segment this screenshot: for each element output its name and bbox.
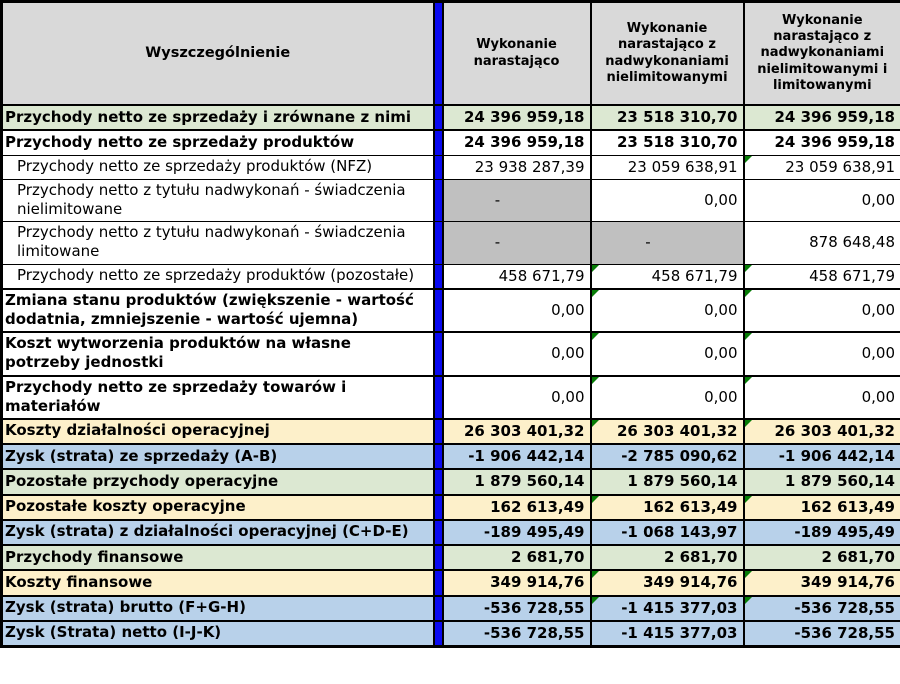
- formula-corner-marker-icon: [592, 420, 599, 427]
- value-text: 1 879 560,14: [784, 472, 895, 491]
- value-cell: [443, 419, 591, 444]
- value-text: -536 728,55: [483, 623, 585, 642]
- row-label: [2, 105, 434, 130]
- value-text: -: [645, 233, 651, 252]
- table-row: [2, 105, 900, 130]
- value-text: 349 914,76: [490, 573, 585, 592]
- value-cell: [443, 376, 591, 419]
- formula-corner-marker-icon: [592, 265, 599, 272]
- page-break-separator: [434, 130, 443, 155]
- row-label: [2, 222, 434, 264]
- value-text: 878 648,48: [809, 233, 895, 252]
- row-label: [2, 264, 434, 289]
- value-text: 458 671,79: [809, 266, 895, 285]
- value-cell: [744, 105, 900, 130]
- value-cell: [591, 376, 744, 419]
- formula-corner-marker-icon: [592, 496, 599, 503]
- value-cell: [591, 130, 744, 155]
- value-cell: [591, 444, 744, 469]
- row-label-text: Przychody netto ze sprzedaży produktów (NFZ): [17, 157, 373, 176]
- page-break-separator: [434, 621, 443, 647]
- value-cell: [591, 469, 744, 494]
- page-break-separator: [434, 570, 443, 595]
- column-header-cumulative-execution: Wykonanie narastająco: [443, 2, 591, 106]
- row-label: [2, 621, 434, 647]
- value-cell: [591, 419, 744, 444]
- value-text: -536 728,55: [794, 623, 895, 642]
- page-break-separator: [434, 376, 443, 419]
- value-text: -1 415 377,03: [621, 598, 738, 617]
- value-cell: [443, 155, 591, 179]
- value-cell: [744, 621, 900, 647]
- value-text: 349 914,76: [643, 573, 738, 592]
- value-cell: [443, 222, 591, 264]
- row-label: [2, 570, 434, 595]
- formula-corner-marker-icon: [592, 597, 599, 604]
- value-text: -1 068 143,97: [621, 522, 738, 541]
- header-row: [2, 2, 900, 106]
- value-cell: [591, 289, 744, 332]
- row-label-text: Pozostałe koszty operacyjne: [5, 497, 246, 516]
- value-text: 1 879 560,14: [474, 472, 585, 491]
- value-cell: [744, 376, 900, 419]
- formula-corner-marker-icon: [592, 333, 599, 340]
- value-cell: [744, 222, 900, 264]
- value-text: 23 518 310,70: [616, 133, 738, 152]
- column-header-with-unlimited-and-limited-overruns: Wykonanie narastająco z nadwykonaniami nielimitowanymi i limitowanymi: [744, 2, 900, 106]
- value-cell: [744, 570, 900, 595]
- row-label-text: Zysk (strata) brutto (F+G-H): [5, 598, 246, 617]
- value-cell: [443, 332, 591, 375]
- value-text: -1 906 442,14: [778, 447, 895, 466]
- table-row: [2, 179, 900, 221]
- value-cell: [591, 105, 744, 130]
- value-cell: [744, 130, 900, 155]
- value-text: 458 671,79: [498, 266, 585, 285]
- value-text: -: [494, 233, 501, 252]
- value-cell: [443, 130, 591, 155]
- value-text: 0,00: [551, 300, 585, 319]
- table-row: [2, 419, 900, 444]
- value-cell: [744, 289, 900, 332]
- value-text: 2 681,70: [821, 548, 895, 567]
- value-cell: [591, 621, 744, 647]
- value-text: -1 906 442,14: [468, 447, 585, 466]
- row-label-text: Przychody netto z tytułu nadwykonań - świadczenia nielimitowane: [17, 180, 406, 218]
- value-text: -1 415 377,03: [621, 623, 738, 642]
- page-break-separator: [434, 444, 443, 469]
- page-break-separator: [434, 105, 443, 130]
- page-break-separator: [434, 495, 443, 520]
- table-header: [2, 2, 900, 106]
- value-text: 0,00: [861, 300, 895, 319]
- column-header-specification: Wyszczególnienie: [2, 2, 434, 106]
- value-cell: [443, 520, 591, 545]
- value-cell: [591, 179, 744, 221]
- value-text: 23 059 638,91: [785, 157, 895, 176]
- table-row: [2, 469, 900, 494]
- row-label-text: Przychody netto ze sprzedaży produktów (pozostałe): [17, 266, 415, 285]
- table-row: [2, 264, 900, 289]
- table-row: [2, 130, 900, 155]
- table-row: [2, 495, 900, 520]
- page-break-separator: [434, 222, 443, 264]
- value-text: 0,00: [551, 387, 585, 406]
- value-text: -: [494, 190, 501, 209]
- row-label: [2, 376, 434, 419]
- row-label-text: Przychody netto ze sprzedaży towarów i materiałów: [5, 377, 347, 415]
- value-cell: [591, 155, 744, 179]
- formula-corner-marker-icon: [745, 265, 752, 272]
- value-text: 26 303 401,32: [774, 421, 895, 440]
- value-text: 1 879 560,14: [627, 472, 738, 491]
- row-label-text: Pozostałe przychody operacyjne: [5, 471, 279, 490]
- value-cell: [443, 570, 591, 595]
- page-break-separator: [434, 332, 443, 375]
- formula-corner-marker-icon: [592, 571, 599, 578]
- row-label: [2, 545, 434, 570]
- value-text: -536 728,55: [483, 598, 585, 617]
- table-body: [2, 105, 900, 647]
- value-text: 0,00: [861, 387, 895, 406]
- value-cell: [443, 545, 591, 570]
- value-text: 23 059 638,91: [627, 157, 738, 176]
- value-text: 24 396 959,18: [463, 133, 585, 152]
- value-cell: [591, 495, 744, 520]
- value-cell: [443, 596, 591, 621]
- page-break-separator: [434, 520, 443, 545]
- value-cell: [744, 332, 900, 375]
- value-text: 26 303 401,32: [616, 421, 738, 440]
- table-row: [2, 376, 900, 419]
- formula-corner-marker-icon: [745, 597, 752, 604]
- value-cell: [744, 520, 900, 545]
- value-text: -2 785 090,62: [621, 447, 738, 466]
- row-label-text: Zmiana stanu produktów (zwiększenie - wartość dodatnia, zmniejszenie - wartość ujemna): [5, 290, 414, 328]
- row-label-text: Przychody netto ze sprzedaży i zrównane z nimi: [5, 107, 411, 126]
- value-cell: [443, 495, 591, 520]
- page-break-separator: [434, 264, 443, 289]
- page-break-separator: [434, 179, 443, 221]
- row-label-text: Koszty finansowe: [5, 572, 153, 591]
- value-cell: [591, 264, 744, 289]
- value-text: 162 613,49: [643, 497, 738, 516]
- value-cell: [744, 264, 900, 289]
- value-text: 162 613,49: [800, 497, 895, 516]
- value-cell: [744, 545, 900, 570]
- table-row: [2, 332, 900, 375]
- row-label: [2, 520, 434, 545]
- formula-corner-marker-icon: [745, 571, 752, 578]
- table-row: [2, 444, 900, 469]
- value-text: 0,00: [704, 387, 738, 406]
- value-cell: [744, 419, 900, 444]
- formula-corner-marker-icon: [745, 377, 752, 384]
- value-cell: [744, 444, 900, 469]
- page-break-separator: [434, 545, 443, 570]
- value-text: 26 303 401,32: [463, 421, 585, 440]
- value-cell: [443, 289, 591, 332]
- value-text: 349 914,76: [800, 573, 895, 592]
- formula-corner-marker-icon: [745, 333, 752, 340]
- page-break-separator: [434, 2, 443, 106]
- row-label-text: Zysk (strata) ze sprzedaży (A-B): [5, 446, 278, 465]
- row-label: [2, 419, 434, 444]
- value-cell: [744, 155, 900, 179]
- value-cell: [591, 222, 744, 264]
- table-row: [2, 570, 900, 595]
- value-text: 0,00: [861, 344, 895, 363]
- value-text: 0,00: [704, 300, 738, 319]
- value-text: 458 671,79: [651, 266, 738, 285]
- value-text: 2 681,70: [663, 548, 738, 567]
- value-text: 23 938 287,39: [474, 157, 585, 176]
- row-label-text: Przychody netto ze sprzedaży produktów: [5, 132, 355, 151]
- table-row: [2, 289, 900, 332]
- formula-corner-marker-icon: [745, 290, 752, 297]
- value-cell: [443, 621, 591, 647]
- value-text: 0,00: [861, 190, 895, 209]
- value-text: 24 396 959,18: [463, 108, 585, 126]
- value-text: 2 681,70: [510, 548, 585, 567]
- formula-corner-marker-icon: [592, 290, 599, 297]
- value-cell: [591, 570, 744, 595]
- value-cell: [443, 264, 591, 289]
- row-label-text: Koszty działalności operacyjnej: [5, 421, 270, 440]
- row-label: [2, 596, 434, 621]
- value-cell: [443, 105, 591, 130]
- formula-corner-marker-icon: [592, 377, 599, 384]
- table-row: [2, 155, 900, 179]
- value-cell: [443, 469, 591, 494]
- page-break-separator: [434, 155, 443, 179]
- table-row: [2, 596, 900, 621]
- value-text: 24 396 959,18: [774, 108, 895, 126]
- table-row: [2, 621, 900, 647]
- formula-corner-marker-icon: [745, 420, 752, 427]
- row-label-text: Koszt wytworzenia produktów na własne potrzeby jednostki: [5, 334, 351, 372]
- row-label: [2, 495, 434, 520]
- value-text: 0,00: [704, 344, 738, 363]
- table-row: [2, 222, 900, 264]
- value-cell: [744, 596, 900, 621]
- row-label: [2, 179, 434, 221]
- value-cell: [744, 179, 900, 221]
- value-text: 0,00: [704, 190, 738, 209]
- row-label-text: Przychody finansowe: [5, 547, 184, 566]
- row-label: [2, 469, 434, 494]
- row-label: [2, 332, 434, 375]
- row-label-text: Przychody netto z tytułu nadwykonań - świadczenia limitowane: [17, 223, 406, 261]
- value-cell: [443, 179, 591, 221]
- value-text: 23 518 310,70: [616, 108, 738, 126]
- value-cell: [744, 469, 900, 494]
- row-label: [2, 444, 434, 469]
- value-cell: [591, 596, 744, 621]
- value-cell: [591, 520, 744, 545]
- value-text: 162 613,49: [490, 497, 585, 516]
- table-row: [2, 545, 900, 570]
- value-cell: [744, 495, 900, 520]
- value-cell: [443, 444, 591, 469]
- row-label: [2, 155, 434, 179]
- page-break-separator: [434, 469, 443, 494]
- formula-corner-marker-icon: [745, 156, 752, 163]
- value-cell: [591, 332, 744, 375]
- row-label-text: Zysk (strata) z działalności operacyjnej (C+D-E): [5, 522, 409, 541]
- page-break-separator: [434, 289, 443, 332]
- row-label: [2, 289, 434, 332]
- table-row: [2, 520, 900, 545]
- value-text: -189 495,49: [483, 522, 585, 541]
- page-break-separator: [434, 596, 443, 621]
- page-break-separator: [434, 419, 443, 444]
- value-text: 0,00: [551, 344, 585, 363]
- value-cell: [591, 545, 744, 570]
- row-label: [2, 130, 434, 155]
- column-header-with-unlimited-overruns: Wykonanie narastająco z nadwykonaniami nielimitowanymi: [591, 2, 744, 106]
- row-label-text: Zysk (Strata) netto (I-J-K): [5, 623, 222, 642]
- formula-corner-marker-icon: [745, 496, 752, 503]
- value-text: -189 495,49: [794, 522, 895, 541]
- value-text: 24 396 959,18: [774, 133, 895, 152]
- value-text: -536 728,55: [794, 598, 895, 617]
